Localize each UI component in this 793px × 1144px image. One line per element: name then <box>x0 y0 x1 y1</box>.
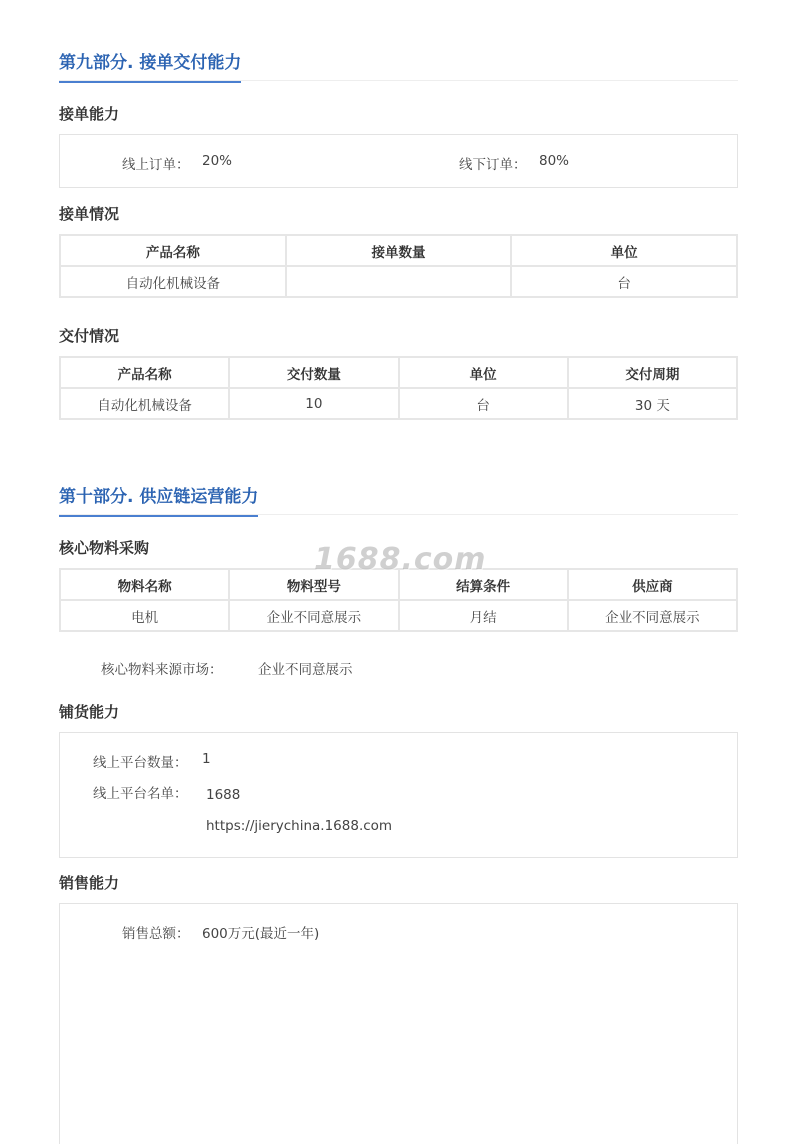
source-market-value: 企业不同意展示 <box>258 662 353 678</box>
order-capability-box <box>59 134 738 188</box>
platform-list-item: https://jierychina.1688.com <box>206 818 393 834</box>
order-status-heading: 接单情况 <box>59 205 120 223</box>
column-header: 接单数量 <box>286 235 512 266</box>
column-header: 供应商 <box>568 569 737 600</box>
source-market-label: 核心物料来源市场： <box>101 662 223 678</box>
delivery-status-table <box>59 356 738 420</box>
table-cell <box>286 266 512 297</box>
sales-total-value: 600万元(最近一年) <box>202 926 320 942</box>
core-materials-table <box>59 568 738 632</box>
column-header: 交付周期 <box>568 357 737 388</box>
offline-orders-label: 线下订单： <box>459 157 527 173</box>
column-header: 交付数量 <box>229 357 398 388</box>
section-9-header <box>59 48 738 81</box>
sales-total-label: 销售总额： <box>122 926 190 942</box>
table-cell: 自动化机械设备 <box>60 266 286 297</box>
platform-count-value: 1 <box>202 751 211 767</box>
order-capability-heading: 接单能力 <box>59 105 120 123</box>
table-row <box>60 266 737 297</box>
table-cell: 电机 <box>60 600 229 631</box>
column-header: 产品名称 <box>60 357 229 388</box>
column-header: 产品名称 <box>60 235 286 266</box>
watermark-logo: 1688.com <box>314 542 487 577</box>
column-header: 结算条件 <box>399 569 568 600</box>
platform-list-item: 1688 <box>206 787 241 803</box>
online-orders-value: 20% <box>202 153 233 169</box>
table-cell: 10 <box>229 388 398 419</box>
delivery-status-heading: 交付情况 <box>59 327 120 345</box>
column-header: 单位 <box>399 357 568 388</box>
column-header: 单位 <box>511 235 737 266</box>
platform-count-label: 线上平台数量： <box>93 755 188 771</box>
platform-list-label: 线上平台名单： <box>93 786 188 802</box>
online-orders-label: 线上订单： <box>122 157 190 173</box>
table-cell: 自动化机械设备 <box>60 388 229 419</box>
section-9-title: 第九部分. 接单交付能力 <box>59 48 241 83</box>
core-materials-heading: 核心物料采购 <box>59 539 150 557</box>
offline-orders-value: 80% <box>539 153 570 169</box>
sales-heading: 销售能力 <box>59 874 120 892</box>
table-cell: 企业不同意展示 <box>229 600 398 631</box>
table-cell: 30 天 <box>568 388 737 419</box>
column-header: 物料型号 <box>229 569 398 600</box>
table-header-row <box>60 235 737 266</box>
table-cell: 台 <box>399 388 568 419</box>
table-cell: 企业不同意展示 <box>568 600 737 631</box>
table-row <box>60 388 737 419</box>
table-cell: 月结 <box>399 600 568 631</box>
column-header: 物料名称 <box>60 569 229 600</box>
order-status-table <box>59 234 738 298</box>
section-10-title: 第十部分. 供应链运营能力 <box>59 482 258 517</box>
section-10-header <box>59 482 738 515</box>
table-row <box>60 600 737 631</box>
table-header-row <box>60 357 737 388</box>
distribution-box <box>59 732 738 858</box>
distribution-heading: 铺货能力 <box>59 703 120 721</box>
sales-box <box>59 903 738 1144</box>
table-cell: 台 <box>511 266 737 297</box>
